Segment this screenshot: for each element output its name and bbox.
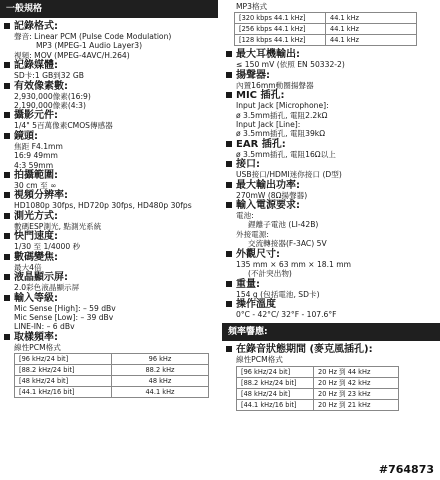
section-record-format — [0, 21, 218, 60]
table-cell: [320 kbps 44.1 kHz] — [235, 13, 326, 24]
section-title: EAR 插孔: — [236, 138, 286, 150]
spec-line: 2,190,000像素(4:3) — [14, 101, 86, 111]
bullet-square-icon — [226, 72, 232, 78]
section-title: 重量: — [236, 278, 260, 290]
table-cell: 44.1 kHz — [326, 13, 417, 24]
section-metering — [0, 211, 218, 231]
section-title: 鏡頭: — [14, 130, 38, 142]
bullet-square-icon — [4, 233, 10, 239]
bullet-square-icon — [226, 182, 232, 188]
bullet-square-icon — [226, 92, 232, 98]
bullet-square-icon — [4, 334, 10, 340]
section-media — [0, 60, 218, 80]
spec-line: 電池: — [236, 211, 254, 221]
spec-line: 內置16mm動圈揚聲器 — [236, 80, 314, 90]
section-sampling — [0, 332, 218, 398]
bullet-square-icon — [4, 62, 10, 68]
spec-line: 最大4倍 — [14, 262, 42, 272]
spec-line: ø 3.5mm插孔, 電阻2.2kΩ — [236, 110, 328, 120]
section-title: 視頻分辨率: — [14, 190, 68, 202]
bullet-square-icon — [226, 51, 232, 57]
bullet-square-icon — [226, 251, 232, 257]
spec-line: 1/30 至 1/4000 秒 — [14, 242, 81, 252]
table-cell: 44.1 kHz — [326, 35, 417, 46]
section-title: 拍攝範圍: — [14, 170, 58, 182]
spec-line: MP3 (MPEG-1 Audio Layer3) — [36, 41, 143, 51]
bullet-square-icon — [4, 213, 10, 219]
table-row — [237, 366, 399, 377]
spec-line: 外接電源: — [236, 229, 269, 239]
table-row — [15, 387, 209, 398]
bullet-square-icon — [226, 161, 232, 167]
spec-line: ≤ 150 mV (依照 EN 50332-2) — [236, 60, 345, 70]
spec-line: HD1080p 30fps, HD720p 30fps, HD480p 30fps — [14, 201, 192, 211]
spec-line: (不計突出物) — [248, 269, 292, 279]
section-port — [222, 159, 440, 179]
table-row — [235, 24, 417, 35]
right-column — [222, 0, 440, 413]
spec-line: 30 cm 至 ∞ — [14, 181, 57, 191]
section-output — [222, 180, 440, 200]
table-cell: [48 kHz/24 bit] — [237, 388, 314, 399]
spec-line: 交流轉接器(F-3AC) 5V — [248, 239, 327, 249]
section-title: 操作溫度 — [236, 298, 276, 310]
bullet-square-icon — [4, 192, 10, 198]
section-title: 最大輸出功率: — [236, 179, 300, 191]
table-row — [15, 376, 209, 387]
spec-subtitle: 線性PCM格式 — [14, 342, 61, 352]
bullet-square-icon — [4, 172, 10, 178]
section-title: 測光方式: — [14, 210, 58, 222]
bullet-square-icon — [226, 346, 232, 352]
section-title: 取樣頻率: — [14, 331, 58, 343]
bullet-square-icon — [4, 274, 10, 280]
section-lcd — [0, 272, 218, 292]
bullet-square-icon — [4, 133, 10, 139]
section-video-resolution — [0, 190, 218, 210]
mp3-table — [234, 12, 417, 46]
section-title: 攝影元件: — [14, 110, 58, 122]
table-cell: 20 Hz 到 42 kHz — [314, 377, 399, 388]
table-row — [237, 388, 399, 399]
table-cell: [44.1 kHz/16 bit] — [237, 399, 314, 410]
frequency-table — [236, 366, 399, 411]
table-cell: [128 kbps 44.1 kHz] — [235, 35, 326, 46]
section-title: 外觀尺寸: — [236, 248, 280, 260]
bullet-square-icon — [226, 141, 232, 147]
bullet-square-icon — [4, 254, 10, 260]
table-cell: [44.1 kHz/16 bit] — [15, 387, 112, 398]
spec-line: Input Jack [Line]: — [236, 120, 301, 130]
bullet-square-icon — [226, 301, 232, 307]
section-title: 快門速度: — [14, 231, 58, 243]
section-zoom — [0, 252, 218, 272]
spec-line: 270mW (8Ω揚聲器) — [236, 190, 308, 200]
watermark-id: #764873 — [378, 463, 434, 476]
table-cell: 44.1 kHz — [326, 24, 417, 35]
table-row — [235, 35, 417, 46]
section-title: 記錄媒體: — [14, 60, 58, 72]
left-column — [0, 0, 218, 400]
spec-line: 2.0彩色液晶顯示屏 — [14, 283, 80, 293]
spec-line: 135 mm × 63 mm × 18.1 mm — [236, 259, 352, 269]
section-title: 液晶顯示屏: — [14, 272, 68, 284]
spec-line: 0°C - 42°C/ 32°F - 107.6°F — [236, 309, 337, 319]
bullet-square-icon — [226, 202, 232, 208]
mp3-format-label: MP3格式 — [236, 2, 268, 11]
bullet-square-icon — [4, 83, 10, 89]
section-lens — [0, 131, 218, 170]
spec-line: Input Jack [Microphone]: — [236, 101, 329, 111]
table-cell: 96 kHz — [112, 354, 209, 365]
spec-line: Mic Sense [Low]: – 39 dBv — [14, 312, 114, 322]
table-row — [235, 13, 417, 24]
table-cell: 88.2 kHz — [112, 365, 209, 376]
section-title: 輸入電源要求: — [236, 200, 300, 212]
spec-subtitle: 線性PCM格式 — [236, 355, 283, 365]
section-title: 最大耳機輸出: — [236, 49, 300, 61]
spec-line: ø 3.5mm插孔, 電阻16Ω以上 — [236, 149, 336, 159]
table-cell: 48 kHz — [112, 376, 209, 387]
spec-line: 視頻: MOV (MPEG-4AVC/H.264) — [14, 50, 130, 60]
section-title: 輸入等級: — [14, 292, 58, 304]
section-shutter — [0, 231, 218, 251]
bullet-square-icon — [4, 295, 10, 301]
section-speaker — [222, 70, 440, 90]
section-title: 數碼變焦: — [14, 251, 58, 263]
section-power — [222, 200, 440, 249]
frequency-response-header: 頻率響應: — [222, 323, 440, 341]
table-cell: [96 kHz/24 bit] — [237, 366, 314, 377]
sampling-table — [14, 353, 209, 398]
section-temperature — [222, 299, 440, 319]
table-row — [15, 354, 209, 365]
spec-line: ø 3.5mm插孔, 電阻39kΩ — [236, 129, 325, 139]
spec-line: SD卡:1 GB到32 GB — [14, 71, 84, 81]
spec-line: 2,930,000像素(16:9) — [14, 91, 91, 101]
table-cell: 44.1 kHz — [112, 387, 209, 398]
table-cell: [256 kbps 44.1 kHz] — [235, 24, 326, 35]
section-ear-jack — [222, 139, 440, 159]
spec-line: 鋰離子電池 (LI-42B) — [248, 220, 319, 230]
section-sensor — [0, 110, 218, 130]
table-cell: 20 Hz 到 23 kHz — [314, 388, 399, 399]
bullet-square-icon — [226, 281, 232, 287]
section-frequency-mic — [222, 344, 440, 410]
spec-line: Mic Sense [High]: – 59 dBv — [14, 303, 116, 313]
table-cell: [88.2 kHz/24 bit] — [15, 365, 112, 376]
section-title: MIC 插孔: — [236, 90, 285, 102]
general-spec-header: 一般規格 — [0, 0, 218, 18]
spec-line: 154 g (包括電池, SD卡) — [236, 289, 320, 299]
bullet-square-icon — [4, 112, 10, 118]
section-dimensions — [222, 249, 440, 279]
spec-line: 數碼ESP測光, 點測光系統 — [14, 221, 102, 231]
section-title: 有效像素數: — [14, 80, 68, 92]
bullet-square-icon — [4, 23, 10, 29]
section-mic-jack — [222, 90, 440, 139]
spec-line: USB接口/HDMI迷你接口 (D型) — [236, 170, 342, 180]
section-weight — [222, 279, 440, 299]
section-range — [0, 170, 218, 190]
table-cell: [88.2 kHz/24 bit] — [237, 377, 314, 388]
section-title: 接口: — [236, 159, 260, 171]
table-cell: 20 Hz 到 21 kHz — [314, 399, 399, 410]
section-headphone — [222, 49, 440, 69]
table-cell: 20 Hz 到 44 kHz — [314, 366, 399, 377]
spec-line: 1/4" 5百萬像素CMOS傳感器 — [14, 121, 113, 131]
section-title: 揚聲器: — [236, 69, 270, 81]
section-title: 記錄格式: — [14, 21, 58, 32]
section-input-level — [0, 293, 218, 332]
spec-line: 聲音: Linear PCM (Pulse Code Modulation) — [14, 32, 172, 41]
spec-line: 焦距 F4.1mm — [14, 141, 63, 151]
table-cell: [96 kHz/24 bit] — [15, 354, 112, 365]
spec-line: 4:3 59mm — [14, 160, 54, 170]
table-row — [237, 399, 399, 410]
section-title: 在錄音狀態期間 (麥克風插孔): — [236, 344, 373, 356]
table-cell: [48 kHz/24 bit] — [15, 376, 112, 387]
table-row — [237, 377, 399, 388]
section-pixels — [0, 81, 218, 111]
table-row — [15, 365, 209, 376]
spec-line: LINE-IN: – 6 dBv — [14, 322, 75, 332]
spec-line: 16:9 49mm — [14, 151, 58, 161]
